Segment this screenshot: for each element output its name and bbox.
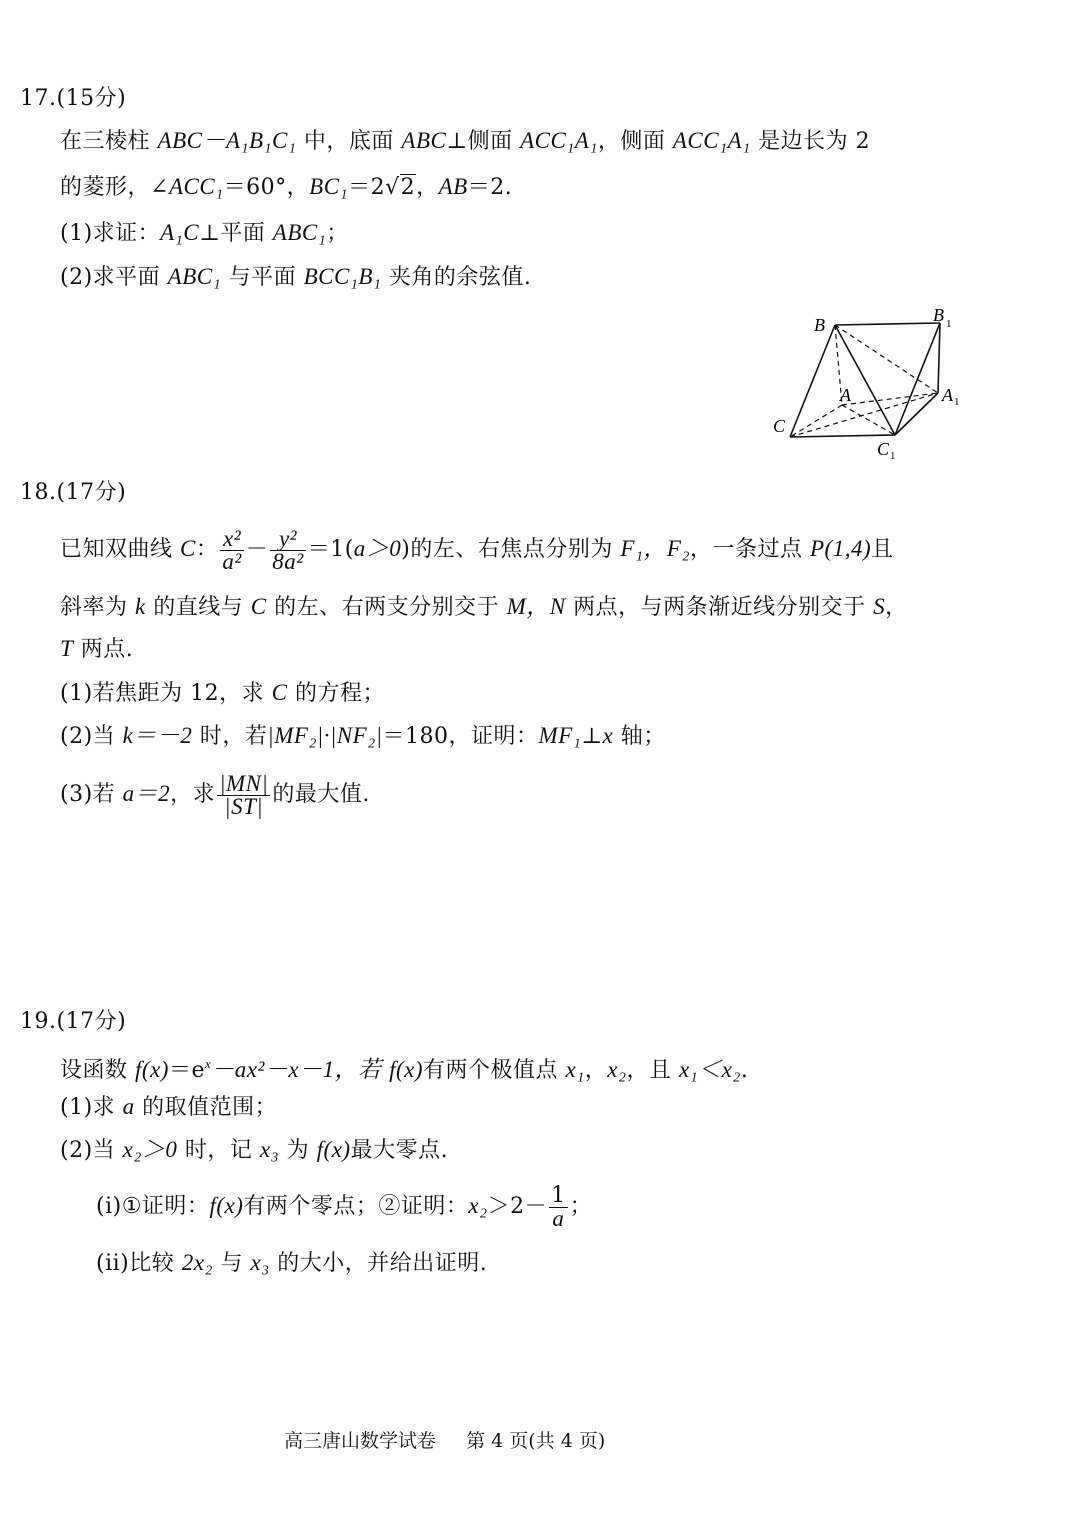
problem-17-question-2 xyxy=(60,262,531,293)
sqrt-symbol: √ xyxy=(385,175,400,200)
condition-x2: x₂＞0 xyxy=(122,1137,178,1162)
text: 的方程； xyxy=(295,681,386,706)
fraction-numerator: y² xyxy=(270,528,305,551)
problem-18-stem-line1 xyxy=(60,520,894,578)
fraction-x2-a2 xyxy=(220,525,243,574)
problem-19-header: 19.(17分) xyxy=(20,1009,127,1034)
text: 两点，与两条渐近线分别交于 xyxy=(573,595,866,620)
text: 轴； xyxy=(620,724,666,749)
text: ，一条过点 xyxy=(689,537,803,562)
text: ； xyxy=(326,221,349,246)
label-c1: C xyxy=(877,439,890,459)
edge-c1-a1 xyxy=(895,393,938,435)
function-fx: f(x) xyxy=(316,1137,351,1162)
text: ＝e xyxy=(168,1058,205,1083)
text: 夹角的余弦值. xyxy=(388,265,532,290)
text: 的菱形，∠ xyxy=(60,175,169,200)
text: )的左、右焦点分别为 xyxy=(401,537,613,562)
footer-page-number: 第 4 页(共 4 页) xyxy=(466,1430,606,1452)
problem-17-question-1 xyxy=(60,218,349,249)
problem-18-question-2 xyxy=(60,721,666,752)
slope-value: k＝－2 xyxy=(122,723,193,748)
condition-a: a＞0 xyxy=(353,536,402,561)
plane-abc1: ABC₁ xyxy=(167,264,222,289)
text: 的取值范围； xyxy=(142,1095,278,1120)
text: ， xyxy=(885,595,908,620)
text: 斜率为 xyxy=(60,595,128,620)
text: (ii)比较 xyxy=(96,1251,175,1276)
label-c1-sub: 1 xyxy=(890,450,896,462)
problem-18-stem-line3 xyxy=(60,634,133,665)
text: ，且 xyxy=(626,1058,672,1083)
text: 在三棱柱 xyxy=(60,129,151,154)
problem-19-part-i xyxy=(96,1178,592,1234)
text: 已知双曲线 xyxy=(60,537,173,562)
function-fx: f(x) xyxy=(135,1057,169,1082)
footer-title: 高三唐山数学试卷 xyxy=(284,1430,437,1452)
edge-b1-c1 xyxy=(895,323,940,435)
fraction-y2-8a2 xyxy=(270,525,305,574)
x-axis-var: x xyxy=(602,723,614,748)
var-x3: x₃ xyxy=(259,1137,280,1162)
text: 有两个零点；②证明： xyxy=(243,1194,469,1219)
text: ，求 xyxy=(170,782,216,807)
edge-b-b1 xyxy=(835,323,940,325)
curve-c: C xyxy=(180,536,196,561)
points-mn: M，N xyxy=(506,594,566,619)
fraction-numerator: |MN| xyxy=(219,770,269,796)
fraction-mn-st xyxy=(217,770,270,819)
fraction-denominator: a xyxy=(552,1205,565,1231)
fraction-numerator: 1 xyxy=(551,1182,566,1208)
text: ； xyxy=(569,1194,593,1219)
text: ，侧面 xyxy=(597,129,666,154)
prism-figure xyxy=(760,305,980,465)
var-x2: x₂ xyxy=(468,1193,488,1218)
label-a: A xyxy=(840,385,851,405)
var-a: a xyxy=(122,1094,135,1119)
fraction-denominator: 8a² xyxy=(272,548,304,574)
product-expression: |MF₂|·|NF₂| xyxy=(267,723,383,748)
edge-b-c1 xyxy=(835,325,895,435)
text: 时，记 xyxy=(184,1138,253,1163)
text: (i)①证明： xyxy=(96,1194,210,1219)
problem-19-part-ii xyxy=(96,1248,487,1279)
plane-abc1: ABC₁ xyxy=(272,220,327,245)
text: 两点. xyxy=(80,637,134,662)
label-b1-sub: 1 xyxy=(946,318,952,330)
problem-17-stem-line2 xyxy=(60,172,512,203)
segment-a1c: A₁C xyxy=(160,220,200,245)
text: 的大小，并给出证明. xyxy=(277,1251,488,1276)
text: 的直线与 xyxy=(153,595,244,620)
curve-c: C xyxy=(250,594,267,619)
label-a1: A xyxy=(942,385,953,405)
segment-ab: AB xyxy=(438,174,468,199)
text: 有两个极值点 xyxy=(422,1058,558,1083)
problem-19-question-1 xyxy=(60,1092,277,1123)
function-expression: －ax²－x－1，若 xyxy=(211,1057,382,1082)
perp-symbol: ⊥ xyxy=(199,221,221,246)
text: ＞2－ xyxy=(487,1194,548,1219)
point-p: P(1,4) xyxy=(810,536,872,561)
text: ： xyxy=(195,537,219,562)
text: 的左、右两支分别交于 xyxy=(274,595,500,620)
var-x1: x₁ xyxy=(565,1057,585,1082)
problem-19-stem xyxy=(60,1049,748,1086)
var-x2: x₂ xyxy=(607,1057,627,1082)
page-footer xyxy=(284,1428,605,1454)
text: (2)当 xyxy=(60,1138,116,1163)
dashed-b-a1 xyxy=(835,325,938,393)
minus-sign: － xyxy=(245,537,269,562)
base-name: ABC xyxy=(401,128,447,153)
face-name-2: ACC₁A₁ xyxy=(672,128,751,153)
text: ＝180，证明： xyxy=(382,724,539,749)
text: 与 xyxy=(220,1251,243,1276)
text: ＝2 xyxy=(348,175,386,200)
problem-17-header: 17.(15分) xyxy=(20,86,127,111)
label-c: C xyxy=(773,416,786,436)
prism-name: ABC－A₁B₁C₁ xyxy=(157,128,297,153)
fraction-denominator: |ST| xyxy=(224,793,264,819)
var-x3: x₃ xyxy=(250,1250,270,1275)
problem-18-question-3 xyxy=(60,764,370,824)
text: ＝1( xyxy=(307,537,354,562)
slope-k: k xyxy=(135,594,146,619)
dashed-a-c xyxy=(790,405,842,437)
text: 是边长为 2 xyxy=(758,129,871,154)
text: (2)当 xyxy=(60,724,116,749)
exponent-x: x xyxy=(204,1056,212,1071)
point-t: T xyxy=(60,636,74,661)
expr-2x2: 2x₂ xyxy=(181,1250,213,1275)
a-value: a＝2 xyxy=(122,781,171,806)
label-b: B xyxy=(814,315,825,335)
perp-symbol: ⊥ xyxy=(581,724,603,749)
function-fx: f(x) xyxy=(389,1057,423,1082)
point-s: S xyxy=(873,594,886,619)
perp-symbol: ⊥ xyxy=(446,129,468,154)
text: 设函数 xyxy=(60,1058,128,1083)
text: 的最大值. xyxy=(272,782,370,807)
text: 中，底面 xyxy=(303,129,394,154)
text: 平面 xyxy=(220,221,266,246)
plane-bcc1b1: BCC₁B₁ xyxy=(303,264,382,289)
segment-bc1: BC₁ xyxy=(309,174,349,199)
text: ＝2. xyxy=(467,175,513,200)
problem-19-question-2 xyxy=(60,1135,448,1166)
text: 最大零点. xyxy=(350,1138,449,1163)
text: ， xyxy=(584,1058,608,1083)
curve-c: C xyxy=(271,680,288,705)
text: (1)求 xyxy=(60,1095,116,1120)
sqrt-value: 2 xyxy=(400,175,416,200)
angle-name: ACC₁ xyxy=(168,174,224,199)
foci: F₁，F₂ xyxy=(620,536,690,561)
text: 且 xyxy=(871,537,894,562)
text: ＝60°， xyxy=(223,175,310,200)
text: ， xyxy=(416,175,439,200)
text: 为 xyxy=(286,1138,310,1163)
edge-b1-a1 xyxy=(938,323,940,393)
text: . xyxy=(740,1058,749,1083)
label-a1-sub: 1 xyxy=(954,396,960,408)
function-fx: f(x) xyxy=(209,1193,244,1218)
label-b1: B xyxy=(933,305,944,325)
text: 侧面 xyxy=(467,129,513,154)
fraction-denominator: a² xyxy=(222,548,242,574)
dashed-a-a1 xyxy=(842,393,938,405)
problem-17-stem-line1 xyxy=(60,126,870,157)
fraction-numerator: x² xyxy=(220,528,243,551)
text: (1)若焦距为 12，求 xyxy=(60,681,265,706)
edge-c-c1 xyxy=(790,435,895,437)
text: 时，若 xyxy=(199,724,268,749)
text: (3)若 xyxy=(60,782,116,807)
segment-mf1: MF₁ xyxy=(538,723,582,748)
text: (2)求平面 xyxy=(60,265,161,290)
edge-b-c xyxy=(790,325,835,437)
inequality: x₁＜x₂ xyxy=(678,1057,741,1082)
problem-18-question-1 xyxy=(60,678,385,709)
text: (1)求证： xyxy=(60,221,161,246)
problem-18-stem-line2 xyxy=(60,592,908,623)
fraction-1-a xyxy=(549,1182,568,1231)
face-name: ACC₁A₁ xyxy=(520,128,598,153)
text: 与平面 xyxy=(228,265,297,290)
problem-18-header: 18.(17分) xyxy=(20,480,127,505)
